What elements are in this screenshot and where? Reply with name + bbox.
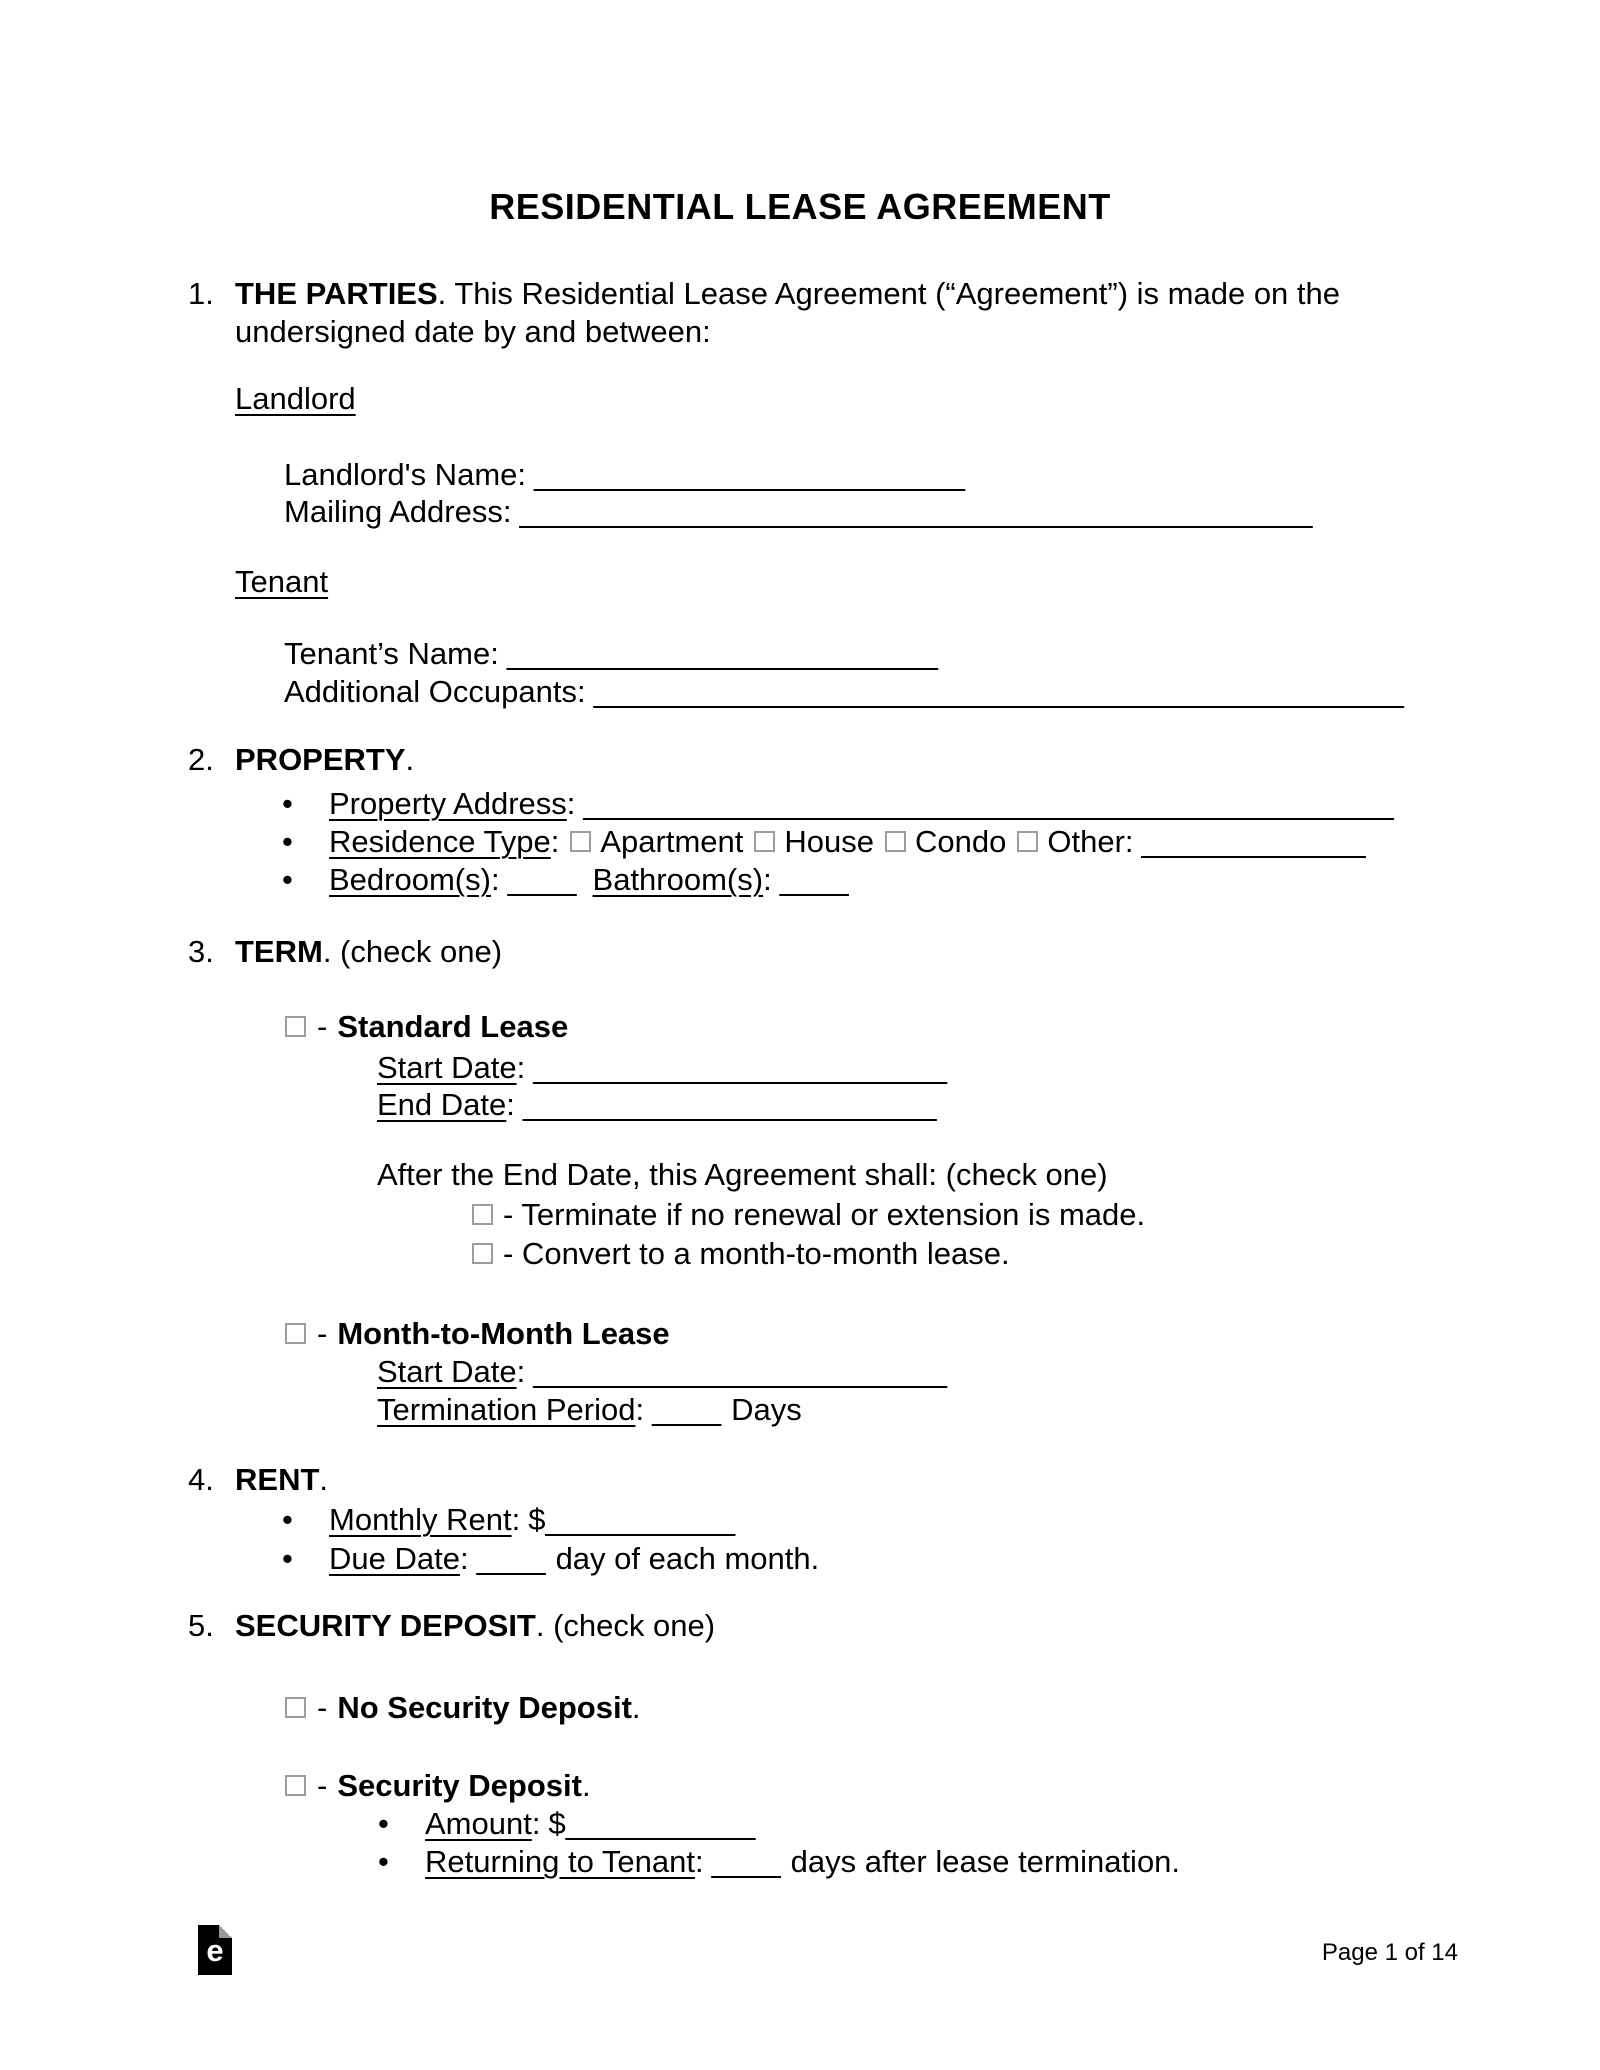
dash: - — [317, 1009, 328, 1044]
mailing-address-row — [284, 493, 1313, 531]
returning-label: Returning to Tenant — [425, 1844, 696, 1879]
no-security-deposit-row — [285, 1689, 641, 1727]
section-number: 5. — [188, 1608, 214, 1643]
bullet-icon: • — [282, 786, 293, 821]
section-number: 4. — [188, 1462, 214, 1497]
landlord-name-row — [284, 456, 965, 494]
colon: : — [511, 1502, 521, 1537]
property-address-blank[interactable]: _______________________________________________ — [583, 786, 1394, 821]
deposit-amount-row — [378, 1805, 755, 1843]
monthly-rent-row — [282, 1501, 735, 1539]
heading-suffix: . (check one) — [322, 934, 503, 969]
mailing-address-blank[interactable]: ______________________________________________ — [519, 494, 1313, 529]
additional-occupants-blank[interactable]: _______________________________________________ — [593, 674, 1404, 709]
no-security-deposit-label: No Security Deposit — [337, 1690, 632, 1725]
termination-period-blank[interactable]: ____ — [652, 1392, 722, 1427]
checkbox-other[interactable] — [1017, 831, 1038, 852]
bullet-icon: • — [282, 862, 293, 897]
checkbox-standard-lease[interactable] — [285, 1016, 306, 1037]
tenant-heading: Tenant — [235, 564, 329, 599]
parties-heading-row — [188, 275, 1340, 313]
tenant-name-blank[interactable]: _________________________ — [506, 636, 938, 671]
section-heading: SECURITY DEPOSIT — [235, 1608, 536, 1643]
mailing-address-label: Mailing Address: — [284, 494, 512, 529]
parties-intro-text2: undersigned date by and between: — [235, 314, 711, 349]
property-heading-row — [188, 741, 414, 779]
after-end-note-row — [377, 1156, 1108, 1194]
standard-end-date-blank[interactable]: ________________________ — [522, 1087, 937, 1122]
terminate-option-row — [472, 1196, 1145, 1234]
tenant-heading-row — [235, 563, 328, 601]
colon: : — [459, 1541, 469, 1576]
termination-period-label: Termination Period — [377, 1392, 636, 1427]
property-address-row — [282, 785, 1394, 823]
section-number: 3. — [188, 934, 214, 969]
dash: - — [317, 1316, 328, 1351]
bathrooms-label: Bathroom(s) — [592, 862, 764, 897]
page-title: RESIDENTIAL LEASE AGREEMENT — [489, 186, 1111, 227]
termination-period-suffix: Days — [731, 1392, 802, 1427]
checkbox-apartment[interactable] — [570, 831, 591, 852]
monthly-rent-blank[interactable]: ___________ — [545, 1502, 736, 1537]
heading-suffix: . (check one) — [535, 1608, 716, 1643]
property-address-label: Property Address — [329, 786, 567, 821]
heading-period: . — [405, 742, 415, 777]
parties-intro-line2 — [235, 313, 711, 351]
checkbox-house[interactable] — [754, 831, 775, 852]
section-heading: RENT — [235, 1462, 320, 1497]
additional-occupants-label: Additional Occupants: — [284, 674, 586, 709]
dash: - — [317, 1768, 328, 1803]
colon: : — [490, 862, 500, 897]
due-date-row — [282, 1540, 819, 1578]
period: . — [581, 1768, 591, 1803]
dollar-sign: $ — [528, 1502, 546, 1537]
section-heading: PROPERTY — [235, 742, 406, 777]
colon: : — [516, 1354, 526, 1389]
checkbox-convert[interactable] — [472, 1243, 493, 1264]
dash: - — [317, 1690, 328, 1725]
section-number: 1. — [188, 276, 214, 311]
security-heading-row — [188, 1607, 715, 1645]
page-number: Page 1 of 14 — [1321, 1939, 1458, 1966]
standard-end-date-row — [377, 1086, 937, 1124]
colon: : — [506, 1087, 515, 1122]
residence-type-label: Residence Type — [329, 824, 551, 859]
checkbox-condo[interactable] — [885, 831, 906, 852]
section-heading: THE PARTIES — [235, 276, 438, 311]
colon: : — [695, 1844, 704, 1879]
bullet-icon: • — [378, 1844, 389, 1879]
end-date-label: End Date — [377, 1087, 507, 1122]
m2m-start-date-row — [377, 1353, 947, 1391]
convert-option-label: - Convert to a month-to-month lease. — [503, 1236, 1010, 1271]
option-house-label: House — [784, 824, 874, 859]
m2m-start-date-blank[interactable]: ________________________ — [533, 1354, 947, 1389]
heading-period: . — [319, 1462, 329, 1497]
bathrooms-blank[interactable]: ____ — [779, 862, 849, 897]
bedrooms-label: Bedroom(s) — [329, 862, 491, 897]
amount-blank[interactable]: ___________ — [565, 1806, 756, 1841]
landlord-name-label: Landlord's Name: — [284, 457, 526, 492]
start-date-label: Start Date — [377, 1354, 517, 1389]
period: . — [631, 1690, 641, 1725]
residence-type-row — [282, 823, 1366, 861]
checkbox-security-deposit[interactable] — [285, 1775, 306, 1796]
option-apartment-label: Apartment — [600, 824, 744, 859]
standard-lease-label: Standard Lease — [337, 1009, 569, 1044]
due-date-suffix: day of each month. — [555, 1541, 820, 1576]
checkbox-no-security-deposit[interactable] — [285, 1697, 306, 1718]
due-date-blank[interactable]: ____ — [476, 1541, 546, 1576]
other-blank[interactable]: _____________ — [1141, 824, 1366, 859]
standard-lease-row — [285, 1008, 568, 1046]
eforms-logo — [198, 1925, 232, 1975]
checkbox-terminate[interactable] — [472, 1204, 493, 1225]
due-date-label: Due Date — [329, 1541, 460, 1576]
standard-start-date-row — [377, 1049, 947, 1087]
colon: : — [566, 786, 576, 821]
monthly-rent-label: Monthly Rent — [329, 1502, 512, 1537]
dollar-sign: $ — [548, 1806, 566, 1841]
landlord-name-blank[interactable]: _________________________ — [534, 457, 966, 492]
bullet-icon: • — [282, 824, 293, 859]
security-deposit-label: Security Deposit — [337, 1768, 582, 1803]
colon: : — [516, 1050, 526, 1085]
after-end-note: After the End Date, this Agreement shall: (check one) — [377, 1157, 1108, 1192]
month-to-month-row — [285, 1315, 670, 1353]
landlord-heading: Landlord — [235, 381, 356, 416]
bullet-icon: • — [378, 1806, 389, 1841]
month-to-month-label: Month-to-Month Lease — [337, 1316, 670, 1351]
bedrooms-blank[interactable]: ____ — [507, 862, 577, 897]
standard-start-date-blank[interactable]: ________________________ — [533, 1050, 947, 1085]
rent-heading-row — [188, 1461, 328, 1499]
term-heading-row — [188, 933, 502, 971]
option-condo-label: Condo — [915, 824, 1007, 859]
eforms-logo-letter: e — [206, 1933, 224, 1968]
colon: : — [763, 862, 772, 897]
bullet-icon: • — [282, 1502, 293, 1537]
tenant-name-row — [284, 635, 938, 673]
tenant-name-label: Tenant’s Name: — [284, 636, 499, 671]
colon: : — [531, 1806, 541, 1841]
bullet-icon: • — [282, 1541, 293, 1576]
colon: : — [635, 1392, 645, 1427]
checkbox-month-to-month[interactable] — [285, 1323, 306, 1344]
security-deposit-row — [285, 1767, 591, 1805]
bedrooms-bathrooms-row — [282, 861, 849, 899]
option-other-label: Other: — [1047, 824, 1134, 859]
terminate-option-label: - Terminate if no renewal or extension is made. — [503, 1197, 1146, 1232]
returning-to-tenant-row — [378, 1843, 1180, 1881]
additional-occupants-row — [284, 673, 1404, 711]
start-date-label: Start Date — [377, 1050, 517, 1085]
convert-option-row — [472, 1235, 1010, 1273]
parties-intro-text: . This Residential Lease Agreement (“Agreement”) is made on the — [437, 276, 1341, 311]
termination-period-row — [377, 1391, 802, 1429]
returning-blank[interactable]: ____ — [711, 1844, 781, 1879]
amount-label: Amount — [425, 1806, 532, 1841]
section-number: 2. — [188, 742, 214, 777]
colon: : — [550, 824, 560, 859]
landlord-heading-row — [235, 380, 356, 418]
section-heading: TERM — [235, 934, 323, 969]
returning-suffix: days after lease termination. — [790, 1844, 1181, 1879]
